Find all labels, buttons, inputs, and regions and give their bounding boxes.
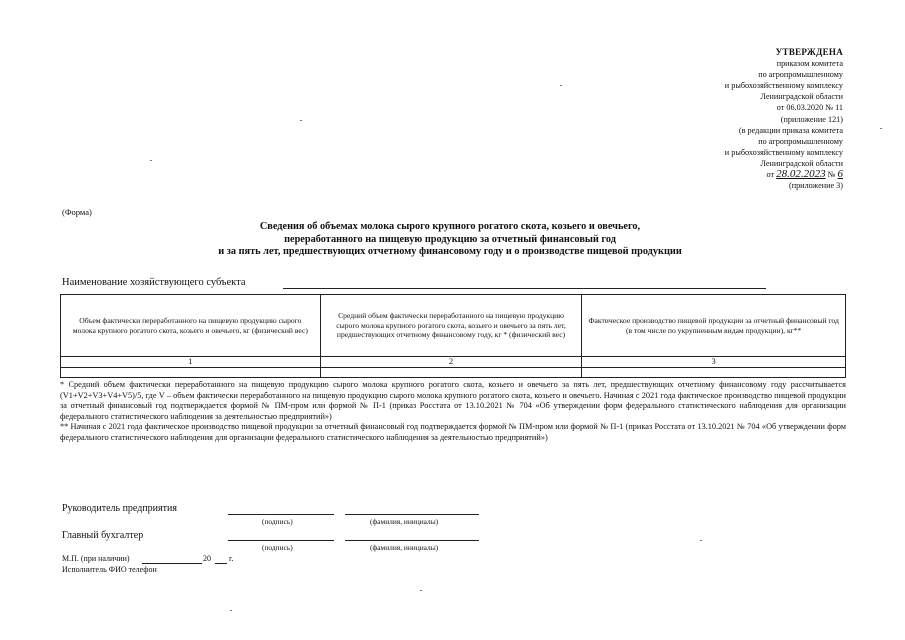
table-cell[interactable] — [61, 367, 321, 377]
approval-line: (приложение 121) — [780, 114, 843, 124]
column-number: 3 — [582, 357, 846, 368]
year-field[interactable] — [215, 563, 227, 564]
approval-line: Ленинградской области — [760, 92, 843, 102]
handwritten-number: 6 — [837, 168, 843, 181]
name-caption: (фамилия, инициалы) — [370, 517, 439, 526]
approval-line: по агропромышленному — [758, 70, 843, 80]
footnote-2: ** Начиная с 2021 года фактическое производство пищевой продукции за отчетный финансовый год подтверждается формой № ПМ-пром или формой № П-1 (приказ Росстата от 13.10.2021 № 704 «Об утверждении форм федерального статистического наблюдения для организации федерального статистического наблюдения за деятельностью предприятий») — [60, 422, 846, 442]
form-label: (Форма) — [62, 207, 92, 217]
accountant-name-field[interactable] — [345, 540, 479, 541]
org-name-field[interactable] — [283, 288, 766, 289]
head-signature-field[interactable] — [228, 514, 334, 515]
column-header: Объем фактически переработанного на пищевую продукцию сырого молока крупного рогатого скота, козьего и овечьего, кг (физический вес) — [61, 295, 321, 357]
approval-line: Ленинградской области — [760, 158, 843, 168]
signature-caption: (подпись) — [262, 543, 293, 552]
year-suffix: г. — [229, 554, 234, 563]
approval-line: по агропромышленному — [758, 136, 843, 146]
heading-line: и за пять лет, предшествующих отчетному финансовому году и о производстве пищевой продукции — [218, 246, 682, 257]
table-row — [61, 367, 846, 377]
approval-title: УТВЕРЖДЕНА — [775, 47, 843, 57]
scan-speck — [420, 590, 422, 591]
approval-line: приказом комитета — [776, 59, 843, 69]
date-prefix: от — [766, 170, 775, 180]
number-prefix: № — [827, 170, 836, 180]
column-number: 2 — [320, 357, 582, 368]
data-table — [60, 294, 846, 378]
approval-line: и рыбохозяйственному комплексу — [724, 147, 843, 157]
heading-line: переработанного на пищевую продукцию за отчетный финансовый год — [284, 233, 616, 245]
scan-speck — [880, 128, 882, 129]
column-number: 1 — [61, 357, 321, 368]
accountant-label: Главный бухгалтер — [62, 530, 144, 541]
approval-line: и рыбохозяйственному комплексу — [724, 81, 843, 91]
footnote-1: * Средний объем фактически переработанного на пищевую продукцию сырого молока крупного рогатого скота, козьего и овечьего за пять лет, предшествующих отчетному финансовому году рассчитывается (V1+V2+V3+V4+V5)/5, где V – объем фактически переработанного на пищевую продукцию сырого молока крупного рогатого скота, козьего и овечьего. Начиная с 2021 года фактическое производство пищевой продукции за отчетный финансовый год подтверждается формой № ПМ-пром или формой № П-1 (приказ Росстата от 13.10.2021 № 704 «Об утверждении форм федерального статистического наблюдения для организации федерального статистического наблюдения за деятельностью предприятий») — [60, 380, 846, 421]
name-caption: (фамилия, инициалы) — [370, 543, 439, 552]
accountant-signature-field[interactable] — [228, 540, 334, 541]
approval-annex: (приложение 3) — [788, 181, 843, 191]
document-heading — [130, 221, 770, 259]
approval-line: (в редакции приказа комитета — [738, 125, 843, 135]
seal-label: М.П. (при наличии) — [62, 554, 130, 563]
scan-speck — [230, 610, 232, 611]
column-header: Средний объем фактически переработанного на пищевую продукцию сырого молока крупного рогатого скота, козьего и овечьего за пять лет, предшествующих отчетному финансовому году, кг * (физический вес) — [320, 295, 582, 357]
heading-line: Сведения об объемах молока сырого крупного рогатого скота, козьего и овечьего, — [259, 221, 641, 232]
table-header-row — [61, 295, 846, 357]
year-prefix: 20 — [203, 554, 211, 563]
approval-date-line — [593, 169, 843, 180]
signature-caption: (подпись) — [262, 517, 293, 526]
approval-block — [593, 47, 843, 191]
scan-speck — [300, 120, 302, 121]
scan-speck — [700, 540, 702, 541]
date-field[interactable] — [142, 563, 202, 564]
table-cell[interactable] — [582, 367, 846, 377]
head-label: Руководитель предприятия — [62, 503, 177, 514]
handwritten-date: 28.02.2023 — [776, 168, 826, 181]
footnotes — [60, 380, 846, 444]
head-name-field[interactable] — [345, 514, 479, 515]
scan-speck — [150, 160, 152, 161]
column-header: Фактическое производство пищевой продукции за отчетный финансовый год (в том числе по укрупненным видам продукции), кг** — [582, 295, 846, 357]
table-cell[interactable] — [320, 367, 582, 377]
org-label: Наименование хозяйствующего субъекта — [62, 277, 246, 288]
scan-speck — [560, 85, 562, 86]
approval-line: от 06.03.2020 № 11 — [776, 103, 843, 113]
column-number-row — [61, 357, 846, 368]
executor-label: Исполнитель ФИО телефон — [62, 565, 157, 574]
